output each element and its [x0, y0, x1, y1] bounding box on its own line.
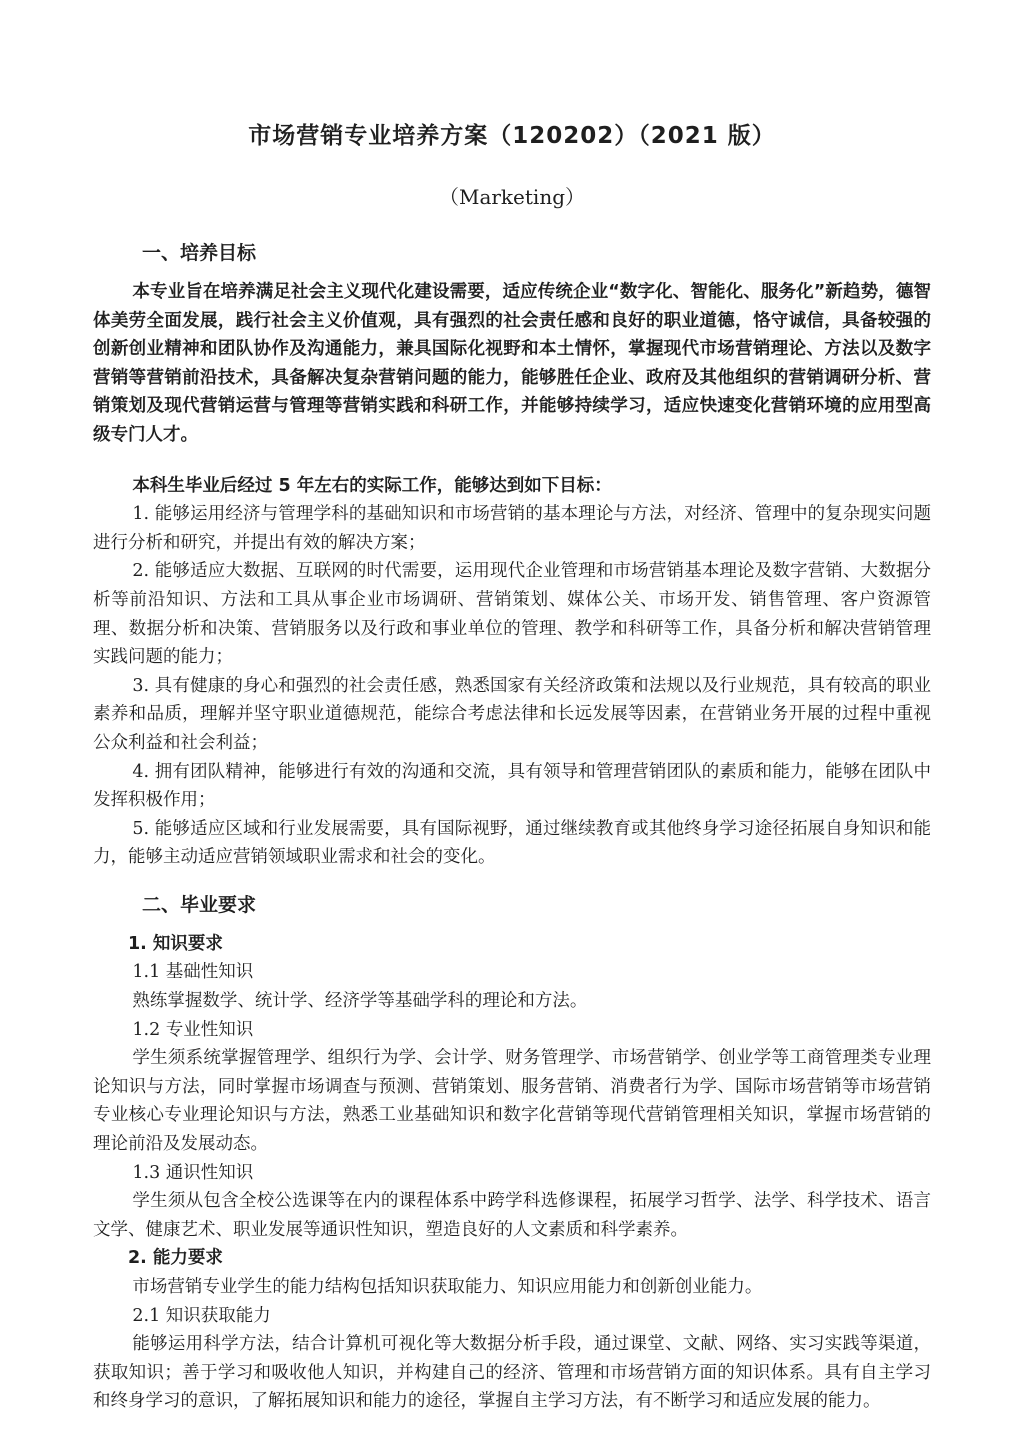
knowledge-item-text-professional: 学生须系统掌握管理学、组织行为学、会计学、财务管理学、市场营销学、创业学等工商管理类专业理论知识与方法，同时掌握市场调查与预测、营销策划、服务营销、消费者行为学、国际市场营销等市场营销专业核心专业理论知识与方法，熟悉工业基础知识和数字化营销等现代营销管理相关知识，掌握市场营销的理论前沿及发展动态。 [93, 1048, 931, 1155]
subsection-heading-knowledge: 1. 知识要求 [128, 933, 223, 954]
section-heading-training-objectives: 一、培养目标 [142, 242, 257, 264]
knowledge-item-text-general: 学生须从包含全校公选课等在内的课程体系中跨学科选修课程，拓展学习哲学、法学、科学技术、语言文学、健康艺术、职业发展等通识性知识，塑造良好的人文素质和科学素养。 [93, 1191, 931, 1240]
knowledge-item-label-basic: 1.1 基础性知识 [132, 962, 254, 983]
goal-item-1: 1. 能够运用经济与管理学科的基础知识和市场营销的基本理论与方法，对经济、管理中的复杂现实问题进行分析和研究，并提出有效的解决方案； [93, 504, 931, 553]
ability-item-label-knowledge-acquisition: 2.1 知识获取能力 [132, 1305, 271, 1326]
goals-lead-paragraph: 本科生毕业后经过 5 年左右的实际工作，能够达到如下目标： [132, 475, 612, 496]
subsection-heading-ability: 2. 能力要求 [128, 1248, 223, 1269]
knowledge-item-label-professional: 1.2 专业性知识 [132, 1019, 254, 1040]
goal-item-5: 5. 能够适应区域和行业发展需要，具有国际视野，通过继续教育或其他终身学习途径拓展自身知识和能力，能够主动适应营销领域职业需求和社会的变化。 [93, 818, 931, 868]
section-heading-graduation-requirements: 二、毕业要求 [142, 893, 257, 916]
document-title: 市场营销专业培养方案（120202）（2021 版） [248, 123, 776, 149]
ability-lead-paragraph: 市场营销专业学生的能力结构包括知识获取能力、知识应用能力和创新创业能力。 [132, 1277, 763, 1297]
knowledge-item-label-general: 1.3 通识性知识 [132, 1162, 254, 1183]
knowledge-item-text-basic: 熟练掌握数学、统计学、经济学等基础学科的理论和方法。 [132, 991, 588, 1012]
goal-item-2: 2. 能够适应大数据、互联网的时代需要，运用现代企业管理和市场营销基本理论及数字营销、大数据分析等前沿知识、方法和工具从事企业市场调研、营销策划、媒体公关、市场开发、销售管理、客户资源管理、数据分析和决策、营销服务以及行政和事业单位的管理、教学和科研等工作，具备分析和解决营销管理实践问题的能力； [93, 561, 931, 668]
document-subtitle: （Marketing） [438, 185, 586, 209]
intro-paragraph: 本专业旨在培养满足社会主义现代化建设需要，适应传统企业“数字化、智能化、服务化”新趋势，德智体美劳全面发展，践行社会主义价值观，具有强烈的社会责任感和良好的职业道德，恪守诚信，具备较强的创新创业精神和团队协作及沟通能力，兼具国际化视野和本土情怀，掌握现代市场营销理论、方法以及数字营销等营销前沿技术，具备解决复杂营销问题的能力，能够胜任企业、政府及其他组织的营销调研分析、营销策划及现代营销运营与管理等营销实践和科研工作，并能够持续学习，适应快速变化营销环境的应用型高级专门人才。 [93, 282, 931, 445]
ability-item-text-knowledge-acquisition: 能够运用科学方法，结合计算机可视化等大数据分析手段，通过课堂、文献、网络、实习实践等渠道，获取知识；善于学习和吸收他人知识，并构建自己的经济、管理和市场营销方面的知识体系。具有自主学习和终身学习的意识，了解拓展知识和能力的途径，掌握自主学习方法，有不断学习和适应发展的能力。 [93, 1334, 931, 1412]
goal-item-3: 3. 具有健康的身心和强烈的社会责任感，熟悉国家有关经济政策和法规以及行业规范，具有较高的职业素养和品质，理解并坚守职业道德规范，能综合考虑法律和长远发展等因素，在营销业务开展的过程中重视公众利益和社会利益； [93, 675, 931, 753]
goal-item-4: 4. 拥有团队精神，能够进行有效的沟通和交流，具有领导和管理营销团队的素质和能力，能够在团队中发挥积极作用； [93, 761, 931, 811]
